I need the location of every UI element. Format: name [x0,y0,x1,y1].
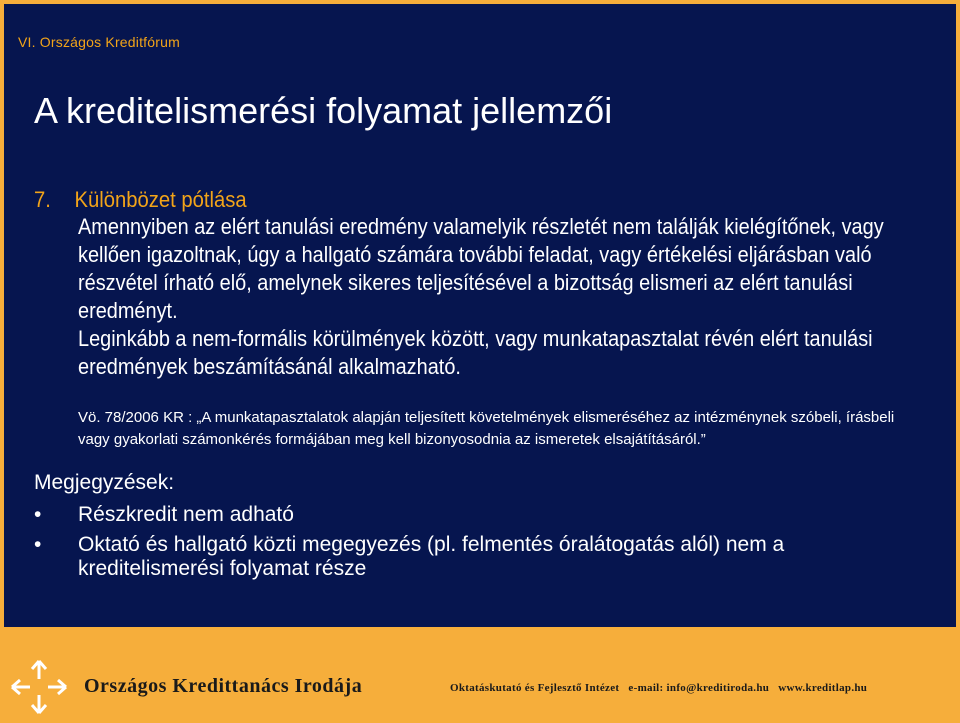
notes-title: Megjegyzések: [34,471,175,494]
website-link: www.kreditlap.hu [778,682,868,694]
event-title: VI. Országos Kreditfórum [18,34,180,50]
point-paragraph-2: Leginkább a nem-formális körülmények között, vagy munkatapasztalat révén elért tanulási eredmények beszámításánál alkalmazható. [78,326,873,379]
note-item [34,503,934,527]
point-number: 7. [34,187,51,212]
contact-email: e-mail: info@kreditiroda.hu [628,682,770,694]
note-item [34,533,934,581]
slide-title: A kreditelismerési folyamat jellemzői [34,90,613,131]
notes-list [34,503,934,581]
bullet-icon: • [34,503,42,526]
organization-name: Országos Kredittanács Irodája [84,675,363,697]
legal-reference: Vö. 78/2006 KR : „A munkatapasztalatok alapján teljesített követelmények elismeréséhez az intézménynek szóbeli, írásbeli vagy gyakorlati számonkérés formájában meg kell bizonyosodnia az ismeretek elsajátításáról.” [78,409,895,448]
institute-name: Oktatáskutató és Fejlesztő Intézet [450,682,620,694]
note-text: Oktató és hallgató közti megegyezés (pl. felmentés óralátogatás alól) nem a kreditelismerési folyamat része [78,533,785,580]
slide-content [34,187,934,587]
point-paragraph-1: Amennyiben az elért tanulási eredmény valamelyik részletét nem találják kielégítőnek, vagy kellően igazoltnak, úgy a hallgató számára további feladat, vagy értékelési eljárásban való részvétel írható elő, amelynek sikeres teljesítésével a bizottság elismeri az elért tanulási eredményt. [78,214,884,323]
point-heading [34,187,862,213]
slide [4,4,956,627]
organization-info [450,682,873,694]
bullet-icon: • [34,533,42,556]
footer [0,627,960,723]
note-text: Részkredit nem adható [78,503,294,526]
point-heading-text: Különbözet pótlása [74,187,247,212]
logo-icon [6,657,72,722]
